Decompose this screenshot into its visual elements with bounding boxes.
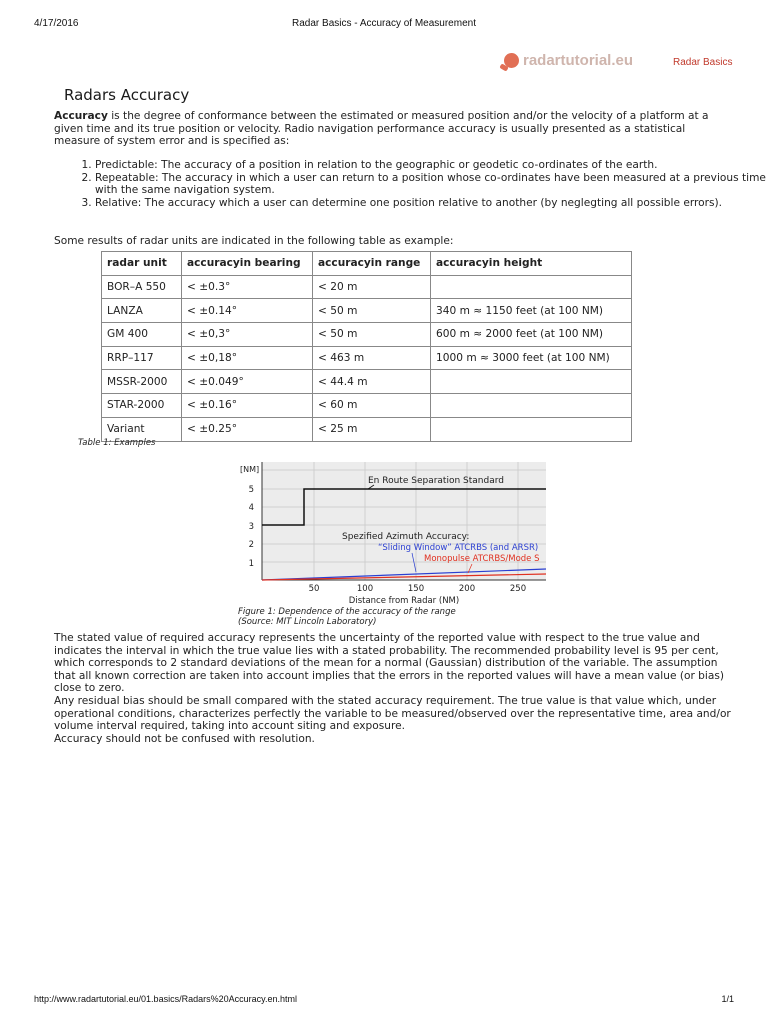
body-text <box>54 632 732 745</box>
site-logo[interactable] <box>504 52 633 69</box>
x-tick: 150 <box>407 584 425 594</box>
table-cell: < ±0,3° <box>182 323 313 347</box>
body-paragraph: Any residual bias should be small compared with the stated accuracy requirement. The true value is that value which, under operational conditions, characterizes perfectly the variable to be measured/observed over the representative time, area and/or volume interval required, taking into account siting and exposure. <box>54 694 731 733</box>
table-row <box>102 394 632 418</box>
page-title: Radars Accuracy <box>64 86 190 104</box>
accuracy-figure <box>232 456 552 606</box>
table-intro: Some results of radar units are indicated in the following table as example: <box>54 235 454 247</box>
x-axis-label: Distance from Radar (NM) <box>348 596 460 606</box>
y-axis-label: [NM] <box>240 465 260 474</box>
list-item: 3. Relative: The accuracy which a user can determine one position relative to another (by neglegting all possible errors). <box>95 197 768 210</box>
table-cell <box>431 394 632 418</box>
table-header-row <box>102 252 632 276</box>
logo-text: radartutorial.eu <box>523 52 634 69</box>
y-tick: 5 <box>248 485 254 495</box>
print-date: 4/17/2016 <box>34 18 79 29</box>
table-cell: < ±0.25° <box>182 417 313 441</box>
table-cell: < ±0.3° <box>182 275 313 299</box>
x-tick: 200 <box>458 584 476 594</box>
radar-accuracy-table <box>101 251 632 442</box>
table-row <box>102 417 632 441</box>
spec-accuracy-label: Spezified Azimuth Accuracy: <box>342 532 470 542</box>
print-title: Radar Basics - Accuracy of Measurement <box>292 18 476 29</box>
table-cell: < 50 m <box>313 299 431 323</box>
table-cell: RRP–117 <box>102 346 182 370</box>
table-cell: 600 m ≈ 2000 feet (at 100 NM) <box>431 323 632 347</box>
table-cell: Variant <box>102 417 182 441</box>
separation-standard-label: En Route Separation Standard <box>368 476 504 486</box>
table-cell: LANZA <box>102 299 182 323</box>
table-cell <box>431 370 632 394</box>
radar-basics-link[interactable]: Radar Basics <box>673 57 733 68</box>
table-cell: < 44.4 m <box>313 370 431 394</box>
body-paragraph: Accuracy should not be confused with resolution. <box>54 732 315 745</box>
figure-caption-line: Figure 1: Dependence of the accuracy of the range <box>238 607 456 617</box>
table-cell: BOR–A 550 <box>102 275 182 299</box>
table-cell: MSSR-2000 <box>102 370 182 394</box>
table-cell: 340 m ≈ 1150 feet (at 100 NM) <box>431 299 632 323</box>
x-tick: 100 <box>356 584 374 594</box>
table-row <box>102 346 632 370</box>
table-cell: 1000 m ≈ 3000 feet (at 100 NM) <box>431 346 632 370</box>
y-tick: 2 <box>248 540 254 550</box>
table-row <box>102 299 632 323</box>
table-cell: < 50 m <box>313 323 431 347</box>
y-tick: 1 <box>248 559 254 569</box>
table-row <box>102 370 632 394</box>
intro-text: is the degree of conformance between the estimated or measured position and/or the velocity of a platform at a given time and its true position or velocity. Radio navigation performance accuracy is usually presented as a statistical measure of system error and is specified as: <box>54 110 709 148</box>
col-header-height: accuracyin height <box>431 252 632 276</box>
intro-paragraph <box>54 110 732 148</box>
table-cell: < 463 m <box>313 346 431 370</box>
table-cell: < ±0,18° <box>182 346 313 370</box>
print-url: http://www.radartutorial.eu/01.basics/Radars%20Accuracy.en.html <box>34 994 297 1004</box>
figure-caption <box>238 607 456 627</box>
table-cell: STAR-2000 <box>102 394 182 418</box>
body-paragraph: The stated value of required accuracy represents the uncertainty of the reported value with respect to the true value and indicates the interval in which the true value lies with a stated probability. The recommended probability level is 95 per cent, which corresponds to 2 standard deviations of the mean for a normal (Gaussian) distribution of the variable. The assumption that all known correction are taken into account implies that the errors in the reported values will have a mean value (or bias) close to zero. <box>54 632 724 695</box>
table-row <box>102 275 632 299</box>
print-page-number: 1/1 <box>721 994 734 1004</box>
col-header-range: accuracyin range <box>313 252 431 276</box>
table-row <box>102 323 632 347</box>
table-caption: Table 1: Examples <box>78 438 156 448</box>
table-cell: < ±0.14° <box>182 299 313 323</box>
table-cell: < ±0.049° <box>182 370 313 394</box>
list-item: 2. Repeatable: The accuracy in which a user can return to a position whose co-ordinates have been measured at a previous time with the same navigation system. <box>95 172 768 197</box>
table-cell: < 20 m <box>313 275 431 299</box>
y-tick: 4 <box>248 503 254 513</box>
intro-term: Accuracy <box>54 110 108 122</box>
x-tick: 50 <box>308 584 320 594</box>
col-header-radar-unit: radar unit <box>102 252 182 276</box>
table-cell <box>431 275 632 299</box>
accuracy-type-list <box>54 159 768 209</box>
table-cell: < 60 m <box>313 394 431 418</box>
table-cell <box>431 417 632 441</box>
figure-caption-line: (Source: MIT Lincoln Laboratory) <box>238 617 377 627</box>
sliding-window-label: “Sliding Window” ATCRBS (and ARSR) <box>378 543 539 553</box>
x-tick: 250 <box>509 584 527 594</box>
col-header-bearing: accuracyin bearing <box>182 252 313 276</box>
y-tick: 3 <box>248 522 254 532</box>
table-cell: < ±0.16° <box>182 394 313 418</box>
table-cell: GM 400 <box>102 323 182 347</box>
list-item: 1. Predictable: The accuracy of a position in relation to the geographic or geodetic co-ordinates of the earth. <box>95 159 768 172</box>
monopulse-label: Monopulse ATCRBS/Mode S <box>424 554 540 564</box>
table-cell: < 25 m <box>313 417 431 441</box>
radar-icon <box>504 53 519 68</box>
